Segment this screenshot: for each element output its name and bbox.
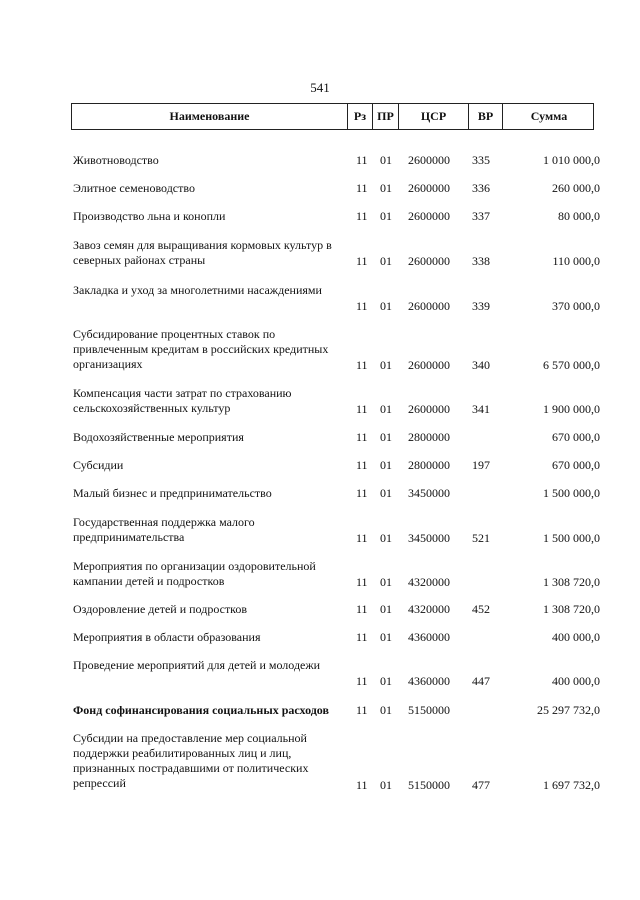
row-sum: 260 000,0: [552, 181, 600, 195]
row-sum: 1 308 720,0: [543, 602, 600, 616]
header-rz: Рз: [348, 104, 373, 129]
row-rz: 11: [356, 430, 368, 444]
row-name: Государственная поддержка малого предпринимательства: [73, 515, 255, 544]
row-rz: 11: [356, 575, 368, 589]
row-name: Субсидии на предоставление мер социальной поддержки реабилитированных лиц и лиц, признанных пострадавшими от политических репрессий: [73, 731, 309, 790]
row-csr: 5150000: [408, 703, 450, 717]
table-row: [0, 327, 640, 373]
row-pr: 01: [380, 254, 392, 268]
page-number: 541: [310, 80, 330, 95]
table-header: [71, 103, 594, 130]
table-row: [0, 630, 640, 645]
row-vr: 447: [472, 674, 490, 688]
row-rz: 11: [356, 181, 368, 195]
row-name: Водохозяйственные мероприятия: [73, 430, 244, 444]
row-vr: 341: [472, 402, 490, 416]
table-row: [0, 559, 640, 590]
row-pr: 01: [380, 630, 392, 644]
row-rz: 11: [356, 674, 368, 688]
row-rz: 11: [356, 630, 368, 644]
row-pr: 01: [380, 674, 392, 688]
row-sum: 1 697 732,0: [543, 778, 600, 792]
row-csr: 4320000: [408, 602, 450, 616]
row-name: Субсидирование процентных ставок по привлеченным кредитам в российских кредитных организациях: [73, 327, 329, 371]
row-csr: 2600000: [408, 181, 450, 195]
row-sum: 1 900 000,0: [543, 402, 600, 416]
row-vr: 340: [472, 358, 490, 372]
row-vr: 197: [472, 458, 490, 472]
table-row: [0, 486, 640, 501]
row-sum: 110 000,0: [552, 254, 600, 268]
header-csr: ЦСР: [399, 104, 469, 129]
table-row: [0, 430, 640, 445]
row-vr: 335: [472, 153, 490, 167]
row-csr: 2600000: [408, 254, 450, 268]
row-vr: 477: [472, 778, 490, 792]
row-pr: 01: [380, 458, 392, 472]
row-pr: 01: [380, 358, 392, 372]
row-name: Проведение мероприятий для детей и молодежи: [73, 658, 321, 672]
row-rz: 11: [356, 602, 368, 616]
row-csr: 2600000: [408, 299, 450, 313]
row-rz: 11: [356, 254, 368, 268]
row-pr: 01: [380, 531, 392, 545]
row-sum: 670 000,0: [552, 430, 600, 444]
row-name: Компенсация части затрат по страхованию сельскохозяйственных культур: [73, 386, 292, 415]
row-name: Закладка и уход за многолетними насаждениями: [73, 283, 322, 297]
row-name: Производство льна и конопли: [73, 209, 226, 223]
row-rz: 11: [356, 458, 368, 472]
table-row: [0, 181, 640, 196]
row-rz: 11: [356, 299, 368, 313]
row-pr: 01: [380, 299, 392, 313]
row-rz: 11: [356, 209, 368, 223]
row-pr: 01: [380, 703, 392, 717]
row-sum: 400 000,0: [552, 674, 600, 688]
row-pr: 01: [380, 602, 392, 616]
row-sum: 25 297 732,0: [537, 703, 600, 717]
row-csr: 2600000: [408, 402, 450, 416]
row-pr: 01: [380, 209, 392, 223]
table-row: [0, 658, 640, 689]
table-row: [0, 458, 640, 473]
header-vr: ВР: [469, 104, 503, 129]
row-pr: 01: [380, 402, 392, 416]
row-csr: 2600000: [408, 153, 450, 167]
row-sum: 6 570 000,0: [543, 358, 600, 372]
row-pr: 01: [380, 181, 392, 195]
table-row: [0, 283, 640, 314]
row-csr: 4360000: [408, 674, 450, 688]
row-vr: 521: [472, 531, 490, 545]
table-row: [0, 515, 640, 546]
row-csr: 3450000: [408, 486, 450, 500]
row-rz: 11: [356, 531, 368, 545]
row-csr: 2800000: [408, 430, 450, 444]
row-csr: 2600000: [408, 358, 450, 372]
row-pr: 01: [380, 153, 392, 167]
row-sum: 1 308 720,0: [543, 575, 600, 589]
row-csr: 3450000: [408, 531, 450, 545]
row-sum: 400 000,0: [552, 630, 600, 644]
row-vr: 336: [472, 181, 490, 195]
table-row: [0, 209, 640, 224]
row-sum: 1 500 000,0: [543, 486, 600, 500]
table-row: [0, 602, 640, 617]
row-rz: 11: [356, 703, 368, 717]
row-csr: 2800000: [408, 458, 450, 472]
row-sum: 1 010 000,0: [543, 153, 600, 167]
table-row: [0, 238, 640, 269]
row-csr: 4360000: [408, 630, 450, 644]
header-pr: ПР: [373, 104, 399, 129]
row-vr: 339: [472, 299, 490, 313]
row-rz: 11: [356, 402, 368, 416]
row-name: Завоз семян для выращивания кормовых культур в северных районах страны: [73, 238, 332, 267]
table-row: [0, 153, 640, 168]
row-rz: 11: [356, 153, 368, 167]
row-csr: 2600000: [408, 209, 450, 223]
row-csr: 5150000: [408, 778, 450, 792]
row-name: Малый бизнес и предпринимательство: [73, 486, 272, 500]
row-vr: 338: [472, 254, 490, 268]
row-rz: 11: [356, 358, 368, 372]
row-sum: 1 500 000,0: [543, 531, 600, 545]
row-pr: 01: [380, 778, 392, 792]
row-name: Мероприятия в области образования: [73, 630, 261, 644]
row-rz: 11: [356, 778, 368, 792]
row-name: Фонд софинансирования социальных расходов: [73, 703, 329, 717]
row-name: Элитное семеноводство: [73, 181, 195, 195]
table-row: [0, 731, 640, 793]
row-name: Животноводство: [73, 153, 159, 167]
row-name: Оздоровление детей и подростков: [73, 602, 248, 616]
row-rz: 11: [356, 486, 368, 500]
row-vr: 452: [472, 602, 490, 616]
table-row: [0, 703, 640, 718]
header-sum: Сумма: [530, 109, 568, 123]
row-vr: 337: [472, 209, 490, 223]
row-name: Мероприятия по организации оздоровительной кампании детей и подростков: [73, 559, 316, 588]
row-csr: 4320000: [408, 575, 450, 589]
row-sum: 670 000,0: [552, 458, 600, 472]
row-sum: 80 000,0: [558, 209, 600, 223]
header-name: Наименование: [72, 104, 348, 129]
row-sum: 370 000,0: [552, 299, 600, 313]
row-pr: 01: [380, 430, 392, 444]
row-pr: 01: [380, 486, 392, 500]
row-name: Субсидии: [73, 458, 124, 472]
row-pr: 01: [380, 575, 392, 589]
table-row: [0, 386, 640, 417]
